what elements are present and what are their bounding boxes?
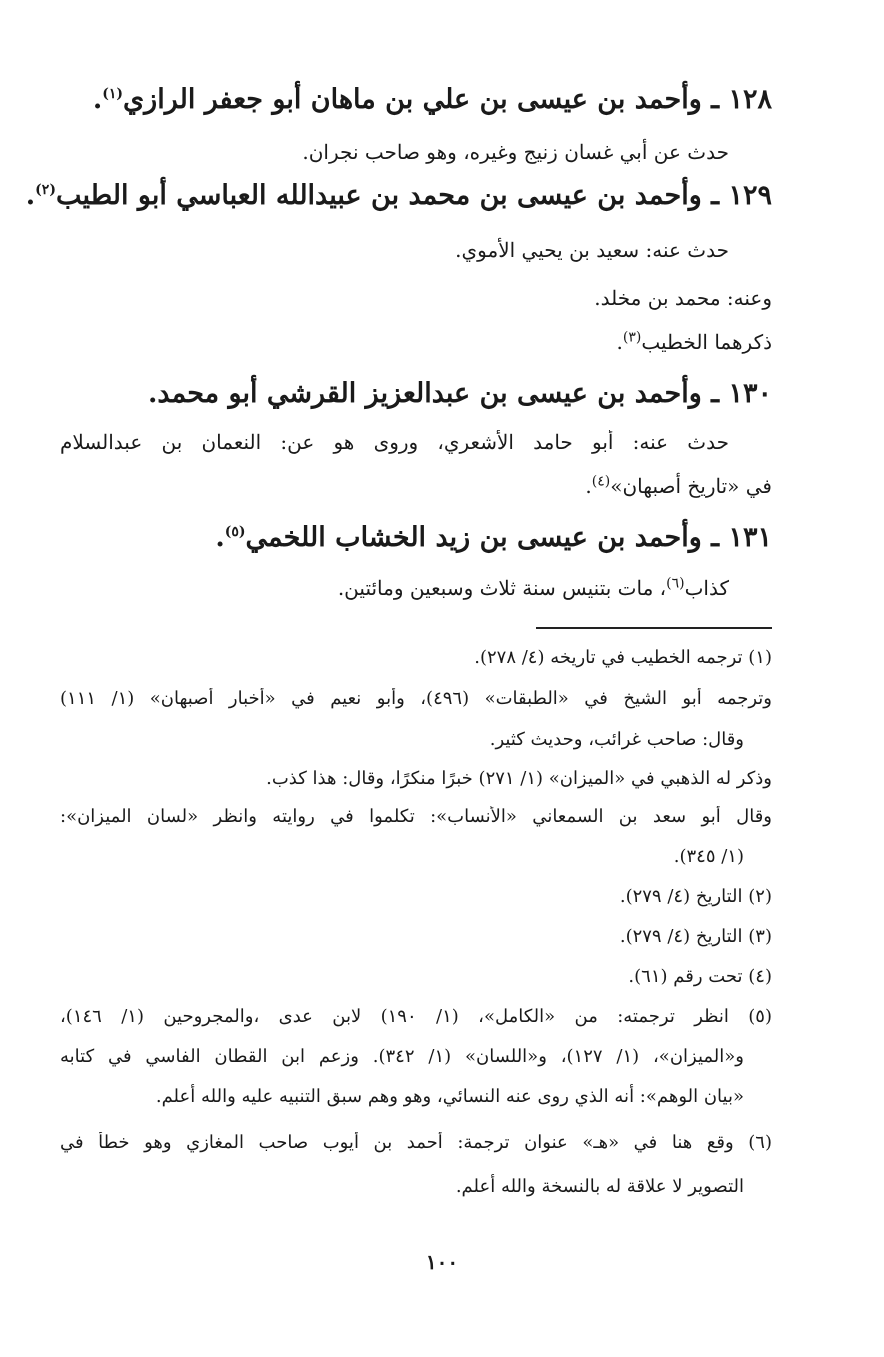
page-number: ١٠٠ <box>425 1250 459 1274</box>
entry-129-text-2 <box>594 286 772 310</box>
footnote-6-line-2: التصوير لا علاقة له بالنسخة والله أعلم. <box>455 1176 744 1197</box>
entry-heading-end: . <box>92 84 103 115</box>
footnote-1-line-5 <box>60 806 772 827</box>
entry-131-text <box>338 576 729 600</box>
footnote-6 <box>60 1132 772 1153</box>
entry-line: وعنه: محمد بن مخلد. <box>594 286 772 310</box>
footnote-5 <box>60 1006 772 1027</box>
entry-heading-end: . <box>25 180 36 211</box>
footnote-3: (٣) التاريخ (٤/ ٢٧٩). <box>619 926 772 947</box>
entry-heading-text: ١٢٩ ـ وأحمد بن عيسى بن محمد بن عبيدالله العباسي أبو الطيب <box>55 180 772 211</box>
entry-130-text-2 <box>585 474 772 498</box>
entry-line: حدث عن أبي غسان زنيج وغيره، وهو صاحب نجران. <box>302 140 729 164</box>
entry-130-heading <box>148 378 772 409</box>
footnote-ref: (٤) <box>591 473 611 490</box>
footnote-text: (٦) وقع هنا في «هـ» عنوان ترجمة: أحمد بن أيوب صاحب المغازي وهو خطأ في <box>60 1132 772 1153</box>
footnote-text: و«الميزان»، (١/ ١٢٧)، و«اللسان» (١/ ٣٤٢). وزعم ابن القطان الفاسي في كتابه <box>60 1046 744 1067</box>
entry-line: كذاب <box>684 576 729 600</box>
entry-heading-end: . <box>215 522 225 553</box>
entry-line: ، مات بتنيس سنة ثلاث وسبعين ومائتين. <box>337 576 667 600</box>
footnote-1-line-4: وذكر له الذهبي في «الميزان» (١/ ٢٧١) خبرًا منكرًا، وقال: هذا كذب. <box>266 768 772 789</box>
footnote-5-line-2 <box>60 1046 744 1067</box>
footnote-1-line-6: (١/ ٣٤٥). <box>673 846 744 867</box>
entry-129-heading <box>26 180 772 211</box>
entry-heading-text: ١٣١ ـ وأحمد بن عيسى بن زيد الخشاب اللخمي <box>245 522 772 553</box>
entry-129-text-1 <box>455 238 729 262</box>
entry-line-end: . <box>616 330 623 354</box>
footnote-text: (٥) انظر ترجمته: من «الكامل»، (١/ ١٩٠) لابن عدى ،والمجروحين (١/ ١٤٦)، <box>60 1006 772 1027</box>
footnote-ref: (٦) <box>666 575 685 592</box>
entry-128-heading <box>93 84 772 115</box>
footnote-1: (١) ترجمه الخطيب في تاريخه (٤/ ٢٧٨). <box>474 647 772 668</box>
footnote-text: وترجمه أبو الشيخ في «الطبقات» (٤٩٦)، وأبو نعيم في «أخبار أصبهان» (١/ ١١١) <box>60 688 772 709</box>
entry-129-text-3 <box>617 330 773 354</box>
footnote-ref: (٥) <box>224 524 246 540</box>
footnote-4: (٤) تحت رقم (٦١). <box>628 966 772 987</box>
entry-131-heading <box>215 522 772 553</box>
footnote-2: (٢) التاريخ (٤/ ٢٧٩). <box>619 886 772 907</box>
footnote-text: وقال أبو سعد بن السمعاني «الأنساب»: تكلموا في روايته وانظر «لسان الميزان»: <box>60 806 772 827</box>
entry-line: ذكرهما الخطيب <box>641 330 772 354</box>
footnote-1-line-3: وقال: صاحب غرائب، وحديث كثير. <box>489 729 744 750</box>
entry-line: حدث عنه: أبو حامد الأشعري، وروى هو عن: النعمان بن عبدالسلام <box>60 430 729 454</box>
entry-heading-text: ١٣٠ ـ وأحمد بن عيسى بن عبدالعزيز القرشي أبو محمد. <box>148 378 772 409</box>
footnote-ref: (١) <box>102 86 124 102</box>
footnote-ref: (٣) <box>622 329 642 346</box>
entry-line-end: . <box>585 474 592 498</box>
entry-line: في «تاريخ أصبهان» <box>610 474 772 498</box>
footnote-ref: (٢) <box>35 182 56 198</box>
footnote-5-line-3: «بيان الوهم»: أنه الذي روى عنه النسائي، وهو وهم سبق التنبيه عليه والله أعلم. <box>155 1086 744 1107</box>
entry-heading-text: ١٢٨ ـ وأحمد بن عيسى بن علي بن ماهان أبو جعفر الرازي <box>123 84 772 115</box>
footnote-separator <box>536 627 772 629</box>
entry-line: حدث عنه: سعيد بن يحيي الأموي. <box>455 238 729 262</box>
entry-130-text-1 <box>60 430 729 454</box>
entry-128-text <box>302 140 729 164</box>
footnote-1-line-2 <box>60 688 772 709</box>
